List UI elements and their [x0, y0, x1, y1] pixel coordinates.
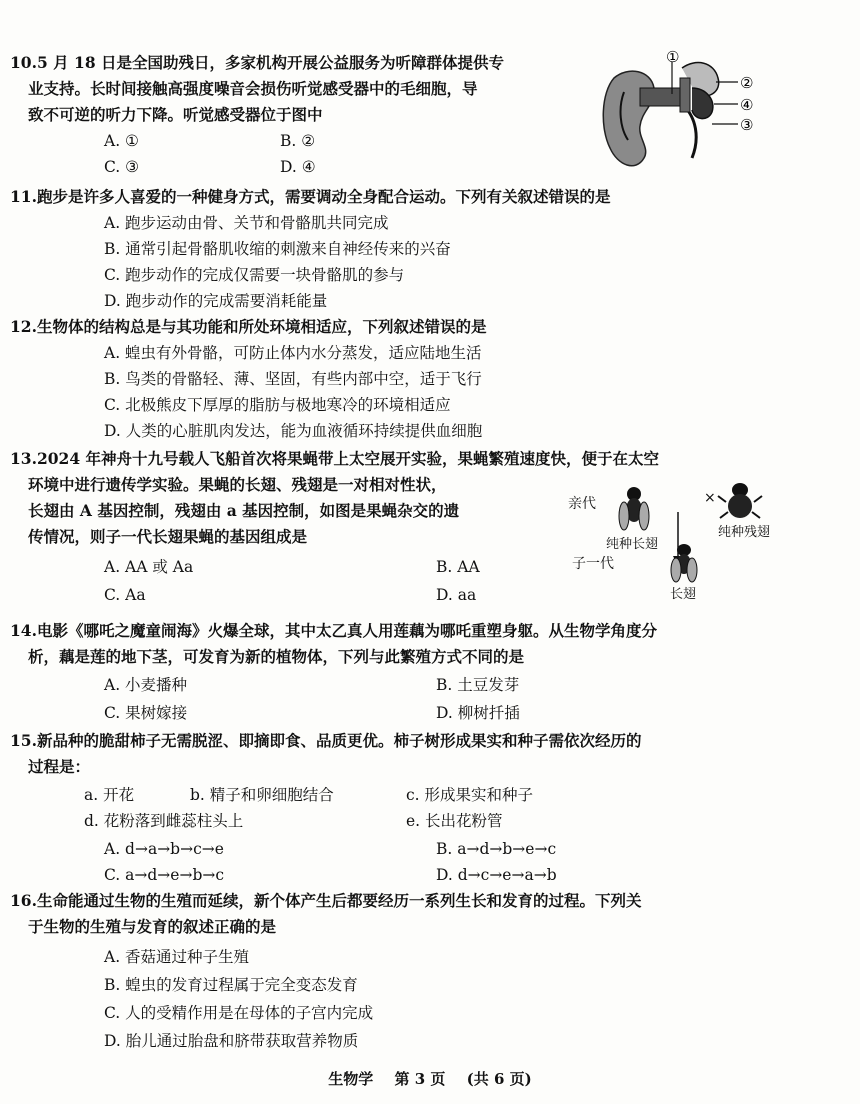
q15-number: 15.: [10, 731, 37, 750]
q13-line-4: 传情况，则子一代长翅果蝇的基因组成是: [28, 527, 308, 546]
q15-option-a: A. d→a→b→c→e: [104, 840, 224, 858]
q15-step-d: d. 花粉落到雌蕊柱头上: [84, 812, 244, 830]
q15-step-b: b. 精子和卵细胞结合: [190, 786, 334, 804]
q14-option-c: C. 果树嫁接: [104, 704, 188, 722]
footer-subject: 生物学: [328, 1070, 374, 1088]
q12-number: 12.: [10, 317, 37, 336]
q16-option-c: C. 人的受精作用是在母体的子宫内完成: [104, 1004, 374, 1022]
q16-option-a: A. 香菇通过种子生殖: [104, 948, 250, 966]
q13-option-b: B. AA: [436, 558, 480, 576]
q11-option-d: D. 跑步动作的完成需要消耗能量: [104, 292, 328, 310]
q14-line-1: [10, 620, 657, 642]
q15-option-d: D. d→c→e→a→b: [436, 866, 557, 884]
q13-option-a: A. AA 或 Aa: [104, 558, 194, 576]
footer-total: (共 6 页): [466, 1070, 532, 1088]
pure-long-wing-label: 纯种长翅: [606, 537, 659, 552]
parent-generation-label: 亲代: [568, 496, 596, 512]
q10-option-a: A. ①: [104, 132, 139, 150]
q15-option-c: C. a→d→e→b→c: [104, 866, 225, 884]
q10-line-2: 业支持。长时间接触高强度噪音会损伤听觉感受器中的毛细胞，导: [28, 79, 478, 98]
q14-line-2: 析，藕是莲的地下茎，可发育为新的植物体，下列与此繁殖方式不同的是: [28, 647, 525, 666]
q13-stem-1: 2024 年神舟十九号载人飞船首次将果蝇带上太空展开实验，果蝇繁殖速度快，便于在太空: [36, 449, 660, 468]
q10-stem-1: 5 月 18 日是全国助残日，多家机构开展公益服务为听障群体提供专: [36, 53, 505, 72]
offspring-generation-label: 子一代: [572, 556, 614, 572]
offspring-fly-icon: [671, 544, 697, 582]
q11-stem-text: 跑步是许多人喜爱的一种健身方式，需要调动全身配合运动。下列有关叙述错误的是: [36, 187, 611, 206]
q16-option-d: D. 胎儿通过胎盘和脐带获取营养物质: [104, 1032, 359, 1050]
q16-option-b: B. 蝗虫的发育过程属于完全变态发育: [104, 976, 358, 994]
q13-option-d: D. aa: [436, 586, 477, 604]
q14-stem-1: 电影《哪吒之魔童闹海》火爆全球，其中太乙真人用莲藕为哪吒重塑身躯。从生物学角度分: [36, 621, 657, 640]
q12-option-d: D. 人类的心脏肌肉发达，能为血液循环持续提供血细胞: [104, 422, 483, 440]
q11-option-a: A. 跑步运动由骨、关节和骨骼肌共同完成: [104, 214, 389, 232]
q15-option-b: B. a→d→b→e→c: [436, 840, 557, 858]
q13-line-2: 环境中进行遗传学实验。果蝇的长翅、残翅是一对相对性状，: [28, 475, 447, 494]
vestigial-wing-fly-icon: [718, 483, 762, 518]
q14-option-b: B. 土豆发芽: [436, 676, 520, 694]
q10-line-3: 致不可逆的听力下降。听觉感受器位于图中: [28, 105, 323, 124]
q10-number: 10.: [10, 53, 37, 72]
ear-label-4: ④: [740, 96, 754, 114]
q10-line-1: [10, 52, 504, 74]
q16-line-1: [10, 890, 641, 912]
q11-option-c: C. 跑步动作的完成仅需要一块骨骼肌的参与: [104, 266, 405, 284]
q12-option-b: B. 鸟类的骨骼轻、薄、坚固，有些内部中空，适于飞行: [104, 370, 482, 388]
ear-label-2: ②: [740, 74, 754, 92]
q12-option-c: C. 北极熊皮下厚厚的脂肪与极地寒冷的环境相适应: [104, 396, 451, 414]
q15-line-2: 过程是：: [28, 757, 91, 776]
q15-step-e: e. 长出花粉管: [406, 812, 503, 830]
page-footer: [0, 1068, 860, 1089]
offspring-long-wing-label: 长翅: [670, 587, 697, 602]
q14-option-d: D. 柳树扦插: [436, 704, 520, 722]
fruit-fly-cross-figure: [566, 472, 832, 604]
q16-number: 16.: [10, 891, 37, 910]
q10-option-b: B. ②: [280, 132, 316, 150]
q15-step-a: a. 开花: [84, 786, 135, 804]
q15-step-c: c. 形成果实和种子: [406, 786, 534, 804]
q13-line-3: 长翅由 A 基因控制，残翅由 a 基因控制，如图是果蝇杂交的遗: [28, 501, 460, 520]
q10-option-c: C. ③: [104, 158, 140, 176]
footer-page: 第 3 页: [394, 1070, 446, 1088]
q12-option-a: A. 蝗虫有外骨骼，可防止体内水分蒸发，适应陆地生活: [104, 344, 482, 362]
pure-vestigial-wing-label: 纯种残翅: [718, 525, 771, 540]
q12-stem-text: 生物体的结构总是与其功能和所处环境相适应，下列叙述错误的是: [36, 317, 487, 336]
ear-label-3: ③: [740, 116, 754, 134]
ear-anatomy-figure: [596, 48, 766, 178]
q16-stem-1: 生命能通过生物的生殖而延续，新个体产生后都要经历一系列生长和发育的过程。下列关: [36, 891, 642, 910]
q13-line-1: [10, 448, 659, 470]
q12-stem: [10, 316, 486, 338]
q11-stem: [10, 186, 610, 208]
q11-number: 11.: [10, 187, 37, 206]
q16-line-2: 于生物的生殖与发育的叙述正确的是: [28, 917, 277, 936]
q14-option-a: A. 小麦播种: [104, 676, 188, 694]
q13-number: 13.: [10, 449, 37, 468]
q15-line-1: [10, 730, 641, 752]
q15-stem-1: 新品种的脆甜柿子无需脱涩、即摘即食、品质更优。柿子树形成果实和种子需依次经历的: [36, 731, 642, 750]
q11-option-b: B. 通常引起骨骼肌收缩的刺激来自神经传来的兴奋: [104, 240, 451, 258]
q14-number: 14.: [10, 621, 37, 640]
q10-option-d: D. ④: [280, 158, 316, 176]
q13-option-c: C. Aa: [104, 586, 146, 604]
long-wing-fly-icon: [619, 487, 649, 530]
cross-symbol: ×: [704, 490, 716, 506]
ear-label-1: ①: [666, 48, 680, 66]
